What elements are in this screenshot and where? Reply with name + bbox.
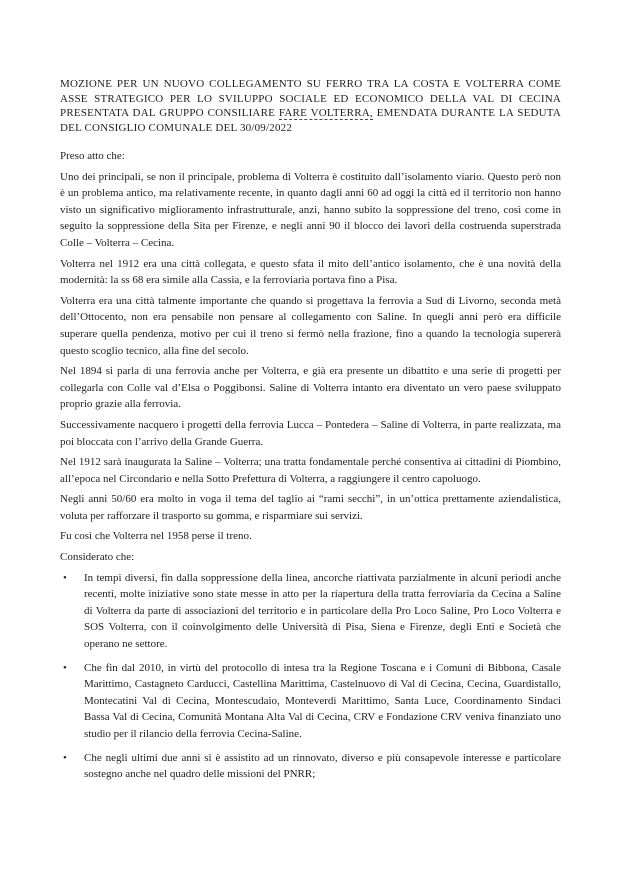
paragraph-ferrovia-sud-livorno: Volterra era una città talmente importante che quando si progettava la ferrovia a Sud di Livorno, seconda metà dell’Ottocento, non era pensabile non pensare al collegamento con Saline. In quegli anni però era difficile superare quella pendenza, motivo per cui il treno si fermò nella frazione, fino a quando la tecnologia supererà questo scoglio tecnico, alla fine del secolo. — [60, 294, 561, 357]
bullet-icon: • — [63, 571, 67, 584]
list-item-protocollo-intesa-2010 — [60, 660, 561, 743]
document-title-pre: MOZIONE PER UN NUOVO COLLEGAMENTO SU FERRO TRA LA COSTA E VOLTERRA COME ASSE STRATEGICO PER LO SVILUPPO SOCIALE ED ECONOMICO DELLA VAL DI CECINA PRESENTATA DAL GRUPPO CONSILIARE — [60, 78, 561, 119]
list-item-text: In tempi diversi, fin dalla soppressione della linea, ancorche riattivata parzialmente in alcuni periodi anche recenti, molte iniziative sono state messe in atto per la riapertura della tratta ferroviaria da Cecina a Saline di Volterra da parte di associazioni del territorio e in particolare della Pro Loco Saline, Pro Loco Volterra e SOS Volterra, con il coinvolgimento delle Università di Pisa, Siena e Firenze, degli Enti e Società che operano ne settore. — [84, 571, 561, 651]
paragraph-1912-inaugurazione-saline-volterra: Nel 1912 sarà inaugurata la Saline – Volterra; una tratta fondamentale perché consentiva ai cittadini di Piombino, all’epoca nel Circondario e nella Sotto Prefettura di Volterra, a raggiungere il centro capoluogo. — [60, 456, 561, 485]
document-title-underlined-group-name: FARE VOLTERRA, — [278, 107, 373, 119]
paragraph-1958-perse-treno: Fu così che Volterra nel 1958 perse il treno. — [60, 530, 252, 543]
paragraph-rami-secchi: Negli anni 50/60 era molto in voga il tema del taglio ai “rami secchi”, in un’ottica prettamente aziendalistica, voluta per rafforzare il trasporto su gomma, e risparmiare sui servizi. — [60, 493, 561, 522]
paragraph-volterra-1912-collegata: Volterra nel 1912 era una città collegata, e questo sfata il mito dell’antico isolamento, che è una novità della modernità: la ss 68 era simile alla Cassia, e la ferroviaria portava fino a Pisa. — [60, 257, 561, 287]
list-item-text: Che fin dal 2010, in virtù del protocollo di intesa tra la Regione Toscana e i Comuni di Bibbona, Casale Marittimo, Castagneto Carducci, Castellina Marittima, Castelnuovo di Val di Cecina, Cecina, Guardistallo, Montecatini Val di Cecina, Montescudaio, Monteverdi Marittimo, Santa Luce, Coordinamento Sindaci Bassa Val di Cecina, Comunità Montana Alta Val di Cecina, CRV e Fondazione CRV veniva finanziato uno studio per il rilancio della ferrovia Cecina-Saline. — [84, 661, 561, 740]
document-title — [60, 77, 561, 135]
bullet-icon: • — [63, 661, 67, 674]
bullet-list — [60, 570, 561, 783]
section-heading-preso-atto: Preso atto che: — [60, 150, 125, 162]
list-item-iniziative-riapertura — [60, 570, 561, 653]
paragraph-ferrovia-lucca-pontedera: Successivamente nacquero i progetti della ferrovia Lucca – Pontedera – Saline di Volterra, in parte realizzata, ma poi bloccata con l’arrivo della Grande Guerra. — [60, 418, 561, 448]
paragraph-isolamento-viario: Uno dei principali, se non il principale, problema di Volterra è costituito dall’isolamento viario. Questo però non è un problema antico, ma relativamente recente, in quanto dagli anni 60 ad oggi la città ed il territorio non hanno visto un significativo miglioramento infrastrutturale, anzi, hanno subito la soppressione del treno, così come in seguito la soppressione della Sita per Firenze, e negli anni 90 il blocco dei lavori della costruenda superstrada Colle – Volterra – Cecina. — [60, 170, 561, 249]
paragraph-1894-progetti: Nel 1894 si parla di una ferrovia anche per Volterra, e già era presente un dibattito e una serie di progetti per collegarla con Colle val d’Elsa o Poggibonsi. Saline di Volterra intanto era diventato un vero paese sviluppato proprio grazie alla ferrovia. — [60, 365, 561, 411]
list-item-interesse-pnrr — [60, 750, 561, 783]
document-title-post: EMENDATA DURANTE LA SEDUTA DEL CONSIGLIO COMUNALE DEL 30/09/2022 — [60, 107, 561, 134]
list-item-text: Che negli ultimi due anni si è assistito ad un rinnovato, diverso e più consapevole interesse e particolare sostegno anche nel quadro delle missioni del PNRR; — [84, 751, 561, 781]
bullet-icon: • — [63, 751, 67, 764]
section-heading-considerato-che: Considerato che: — [60, 551, 135, 564]
